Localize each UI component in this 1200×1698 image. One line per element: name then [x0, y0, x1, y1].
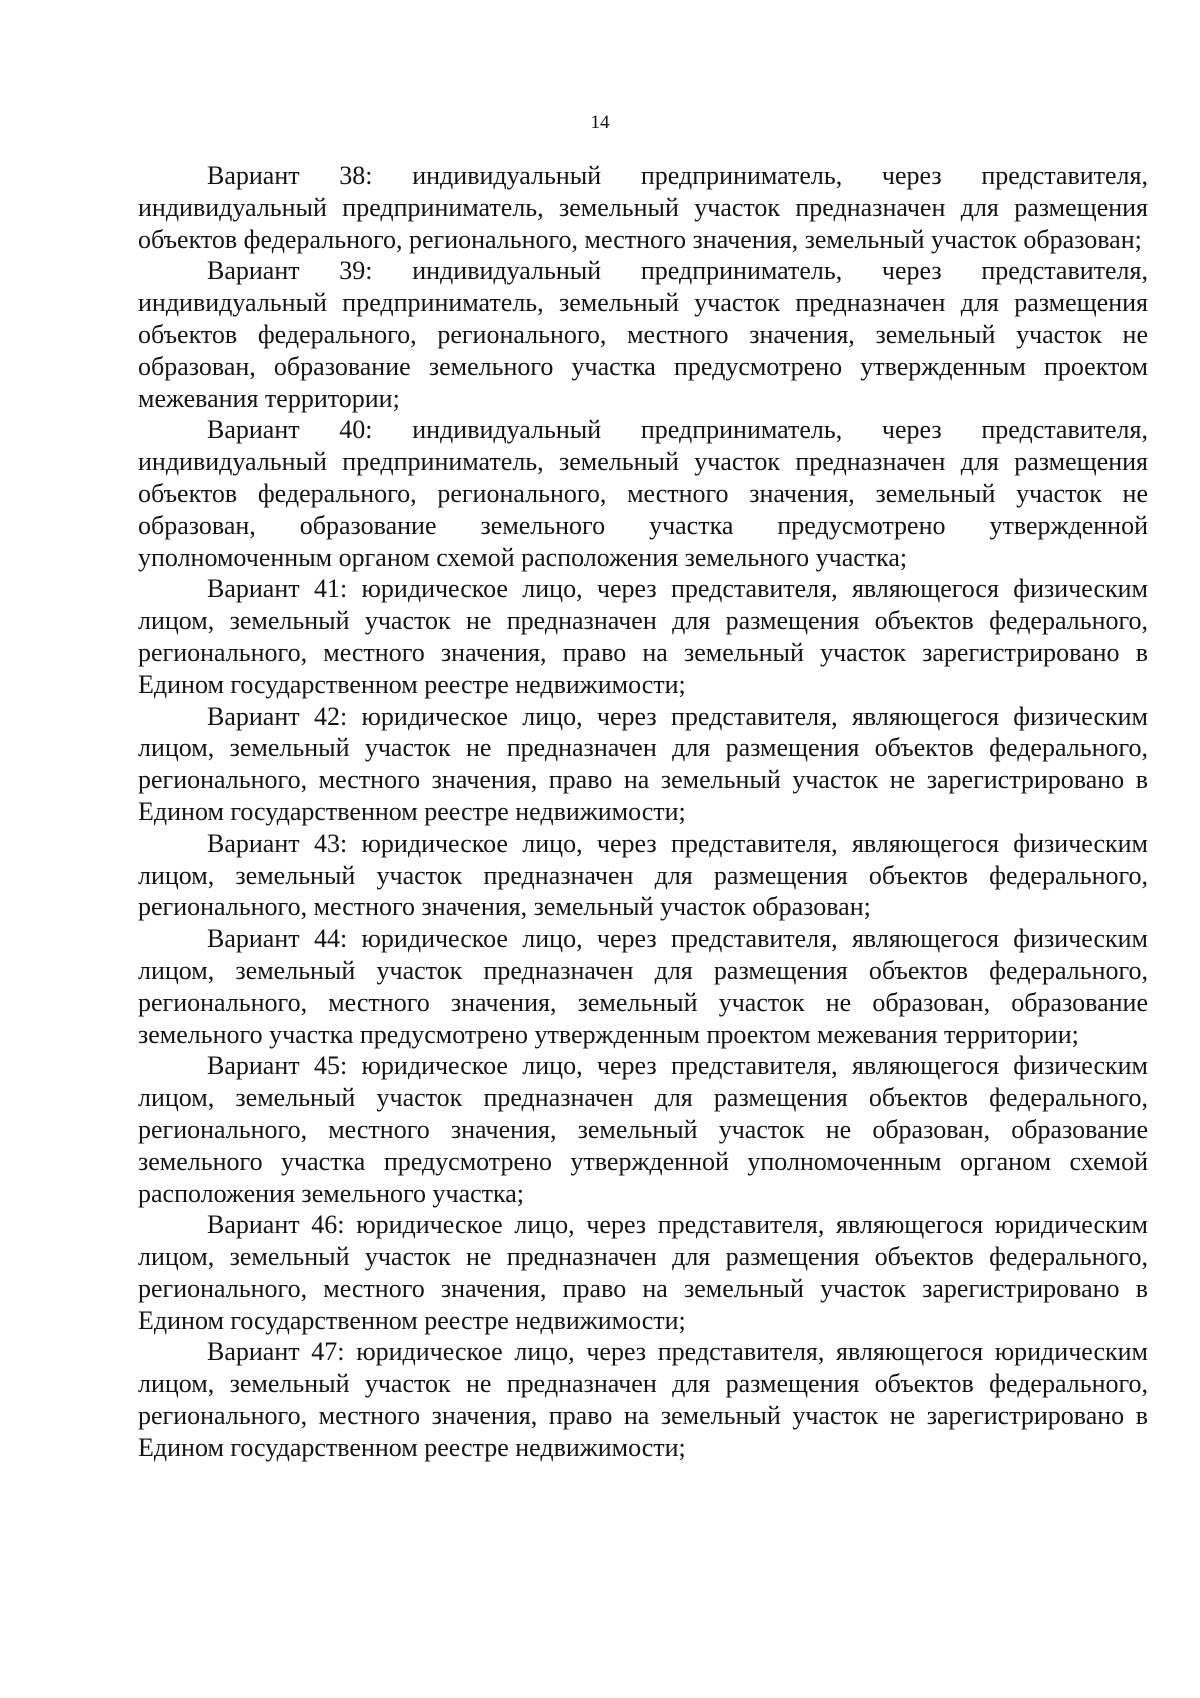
paragraph-variant-42: Вариант 42: юридическое лицо, через представителя, являющегося физическим лицом, земельный участок не предназначен для размещения объектов федерального, регионального, местного значения, право на земельный участок не зарегистрировано в Едином государственном реестре недвижимости;: [138, 701, 1148, 826]
paragraph-variant-47: Вариант 47: юридическое лицо, через представителя, являющегося юридическим лицом, земельный участок не предназначен для размещения объектов федерального, регионального, местного значения, право на земельный участок не зарегистрировано в Едином государственном реестре недвижимости;: [138, 1337, 1148, 1462]
page-number: 14: [590, 112, 610, 133]
paragraph-variant-44: Вариант 44: юридическое лицо, через представителя, являющегося физическим лицом, земельный участок предназначен для размещения объектов федерального, регионального, местного значения, земельный участок не образован, образование земельного участка предусмотрено утвержденным проектом межевания территории;: [138, 924, 1148, 1049]
paragraph-variant-38: Вариант 38: индивидуальный предприниматель, через представителя, индивидуальный предприниматель, земельный участок предназначен для размещения объектов федерального, регионального, местного значения, земельный участок образован;: [138, 161, 1148, 254]
paragraph-variant-46: Вариант 46: юридическое лицо, через представителя, являющегося юридическим лицом, земельный участок не предназначен для размещения объектов федерального, регионального, местного значения, право на земельный участок зарегистрировано в Едином государственном реестре недвижимости;: [138, 1210, 1148, 1335]
paragraph-variant-40: Вариант 40: индивидуальный предприниматель, через представителя, индивидуальный предприниматель, земельный участок предназначен для размещения объектов федерального, регионального, местного значения, земельный участок не образован, образование земельного участка предусмотрено утвержденной уполномоченным органом схемой расположения земельного участка;: [138, 415, 1148, 572]
paragraph-variant-45: Вариант 45: юридическое лицо, через представителя, являющегося физическим лицом, земельный участок предназначен для размещения объектов федерального, регионального, местного значения, земельный участок не образован, образование земельного участка предусмотрено утвержденной уполномоченным органом схемой расположения земельного участка;: [138, 1051, 1148, 1208]
document-body: [138, 160, 1148, 1464]
paragraph-variant-39: Вариант 39: индивидуальный предприниматель, через представителя, индивидуальный предприниматель, земельный участок предназначен для размещения объектов федерального, регионального, местного значения, земельный участок не образован, образование земельного участка предусмотрено утвержденным проектом межевания территории;: [138, 256, 1148, 413]
paragraph-variant-43: Вариант 43: юридическое лицо, через представителя, являющегося физическим лицом, земельный участок предназначен для размещения объектов федерального, регионального, местного значения, земельный участок образован;: [138, 828, 1148, 922]
paragraph-variant-41: Вариант 41: юридическое лицо, через представителя, являющегося физическим лицом, земельный участок не предназначен для размещения объектов федерального, регионального, местного значения, право на земельный участок зарегистрировано в Едином государственном реестре недвижимости;: [138, 574, 1148, 699]
